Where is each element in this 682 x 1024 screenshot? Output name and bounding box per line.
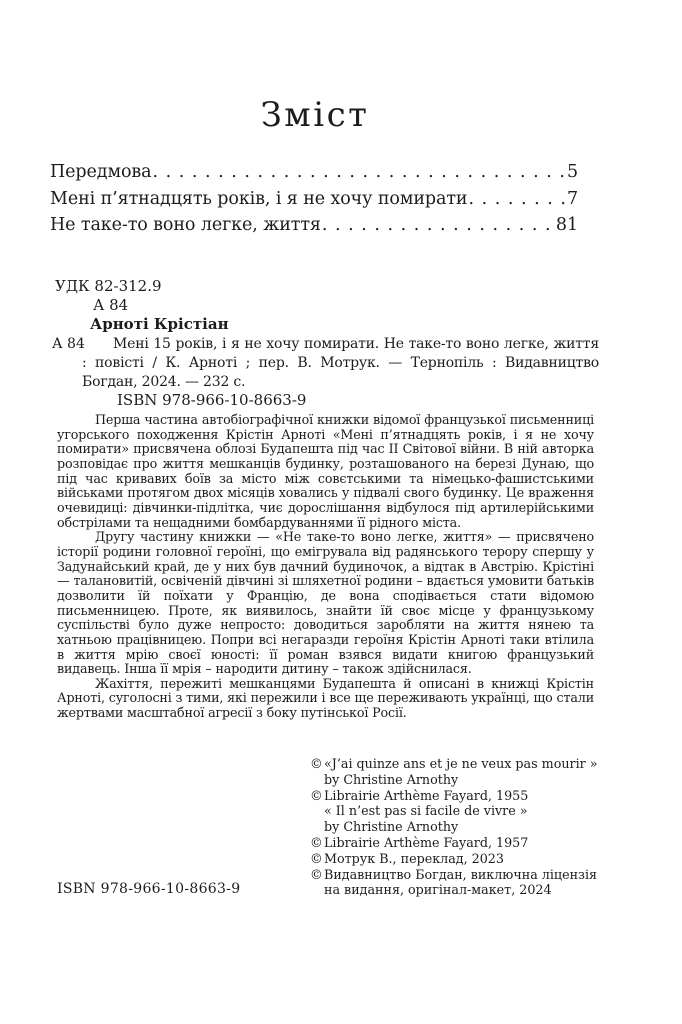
copyright-text: на видання, оригінал-макет, 2024	[324, 882, 552, 898]
card-description: Мені 15 років, і я не хочу помирати. Не таке-то воно легке, життя : повісті / К. Арноті ; пер. В. Мотрук. — Тернопіль : Видавництво Богдан, 2024. — 232 с.	[82, 336, 599, 390]
copyright-text: Видавництво Богдан, виключна ліцензія	[324, 866, 598, 882]
copyright-symbol	[310, 882, 324, 898]
copyright-symbol: ©	[310, 756, 323, 771]
toc-dots-leader	[468, 186, 565, 213]
toc-entry	[50, 159, 578, 186]
copyright-line	[310, 882, 610, 898]
page-title: Зміст	[260, 95, 370, 135]
copyright-symbol: ©	[310, 787, 323, 803]
copyright-symbol: ©	[310, 866, 323, 882]
copyright-symbol	[310, 819, 324, 835]
udc-code: УДК 82-312.9	[55, 277, 162, 295]
copyright-line	[310, 756, 610, 772]
copyright-symbol	[310, 803, 324, 819]
toc-entry-label: Не таке-то воно легке, життя	[50, 215, 321, 236]
copyright-line	[310, 819, 610, 835]
table-of-contents	[50, 159, 578, 239]
author-name: Арноті Крістіан	[90, 315, 229, 333]
copyright-block	[310, 756, 610, 898]
copyright-line	[310, 835, 610, 851]
annotation-paragraph-1: Перша частина автобіографічної книжки відомої французької письменниці угорського походження Крістін Арноті «Мені п’ятнадцять років, і я не хочу помирати» присвячена облозі Будапешта під час ІІ Світової війни. В ній авторка розповідає про життя мешканців будинку, розташованого на березі Дунаю, що під час кривавих боїв за місто між совєтськими та німецько-фашистськими військами протягом двох місяців ховались у підвалі свого будинку. Це враження очевидиці: дівчинки-підлітка, чиє дорослішання відбулося під артилерійськими обстрілами та нещадними бомбардуваннями її рідного міста.	[57, 412, 594, 530]
toc-dots-leader	[322, 212, 555, 239]
toc-entry-label: Мені п’ятнадцять років, і я не хочу помирати	[50, 188, 468, 209]
copyright-line	[310, 803, 610, 819]
bbk-code: А 84	[93, 296, 129, 314]
copyright-line	[310, 772, 610, 788]
copyright-line	[310, 867, 610, 883]
copyright-line	[310, 788, 610, 804]
toc-entry-label: Передмова	[50, 162, 152, 182]
toc-entry	[50, 212, 578, 239]
copyright-text: by Christine Arnothy	[324, 771, 459, 787]
copyright-symbol	[310, 772, 324, 788]
copyright-text: Мотрук В., переклад, 2023	[324, 850, 504, 866]
annotation	[57, 413, 594, 721]
toc-entry	[50, 186, 578, 213]
toc-page-number: 5	[566, 162, 578, 182]
copyright-text: «J’ai quinze ans et je ne veux pas mourir »	[324, 756, 598, 771]
toc-dots-leader	[153, 159, 566, 186]
annotation-paragraph-2: Другу частину книжки — «Не таке-то воно легке, життя» — присвячено історії родини головної героїні, що емігрувала від радянського терору спершу у Задунайський край, де у них був дачний будиночок, а відтак в Австрію. Крістіні — талановитій, освіченій дівчині зі шляхетної родини – вдається умовити батьків дозволити їй поїхати у Францію, де вона сподівається стати відомою письменницею. Проте, як виявилось, знайти їй своє місце у французькому суспільстві було дуже непросто: доводиться заробляти на життя нянею та хатньою працівницею. Попри всі негаразди героїня Крістін Арноті таки втілила в життя мрію своєї юності: її роман взявся видати книгою французький видавець. Інша її мрія – народити дитину – також здійснилася.	[57, 529, 594, 677]
copyright-text: Librairie Arthème Fayard, 1955	[324, 787, 529, 803]
copyright-symbol: ©	[310, 850, 323, 866]
copyright-symbol: ©	[310, 834, 323, 850]
catalogue-card	[52, 335, 599, 391]
copyright-text: « Il n’est pas si facile de vivre »	[324, 803, 528, 819]
copyright-text: Librairie Arthème Fayard, 1957	[324, 834, 529, 850]
card-code: А 84	[52, 336, 85, 352]
copyright-text: by Christine Arnothy	[324, 819, 459, 835]
toc-page-number: 7	[566, 188, 578, 209]
toc-page-number: 81	[555, 215, 578, 236]
footer-isbn: ISBN 978-966-10-8663-9	[57, 881, 241, 897]
card-isbn: ISBN 978-966-10-8663-9	[117, 391, 307, 409]
annotation-paragraph-3: Жахіття, пережиті мешканцями Будапешта й описані в книжці Крістін Арноті, суголосні з тими, які пережили і все ще переживають українці, що стали жертвами масштабної агресії з боку путінської Росії.	[57, 675, 594, 721]
copyright-line	[310, 851, 610, 867]
